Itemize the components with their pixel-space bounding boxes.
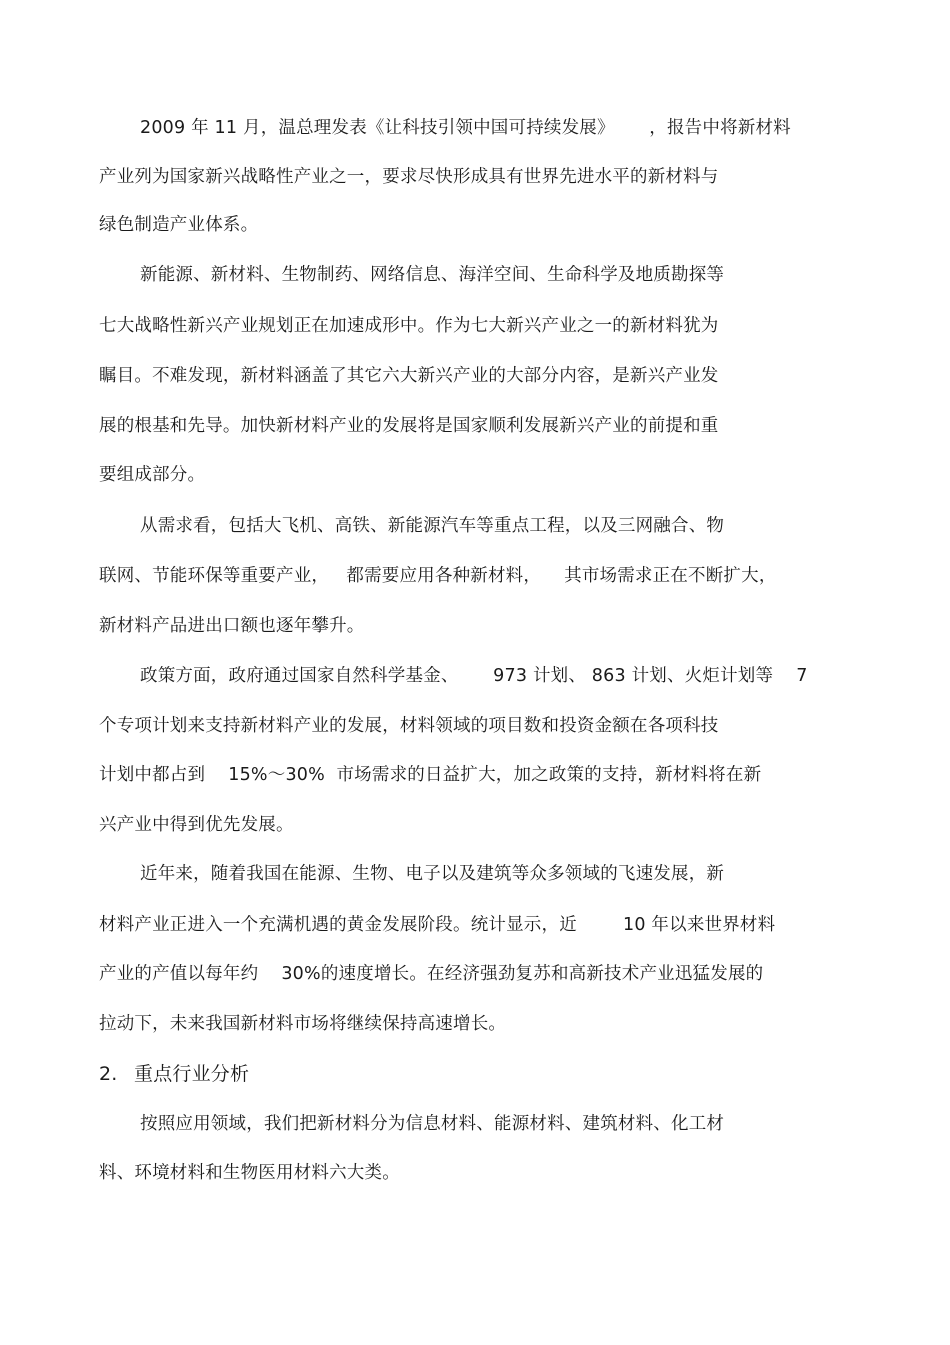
- paragraph-5-line-2: 材料产业正进入一个充满机遇的黄金发展阶段。统计显示，近 10 年以来世界材料: [99, 915, 776, 935]
- paragraph-5-line-3: 产业的产值以每年约 30%的速度增长。在经济强劲复苏和高新技术产业迅猛发展的: [99, 964, 764, 984]
- paragraph-4-line-1: 政策方面，政府通过国家自然科学基金、 973 计划、 863 计划、火炬计划等 7: [140, 666, 808, 686]
- paragraph-2-line-1: 新能源、新材料、生物制药、网络信息、海洋空间、生命科学及地质勘探等: [140, 265, 725, 285]
- paragraph-3-line-3: 新材料产品进出口额也逐年攀升。: [99, 616, 365, 636]
- paragraph-3-line-1: 从需求看，包括大飞机、高铁、新能源汽车等重点工程，以及三网融合、物: [140, 516, 725, 536]
- section-number: 2.: [99, 1063, 118, 1085]
- final-paragraph-line-2: 料、环境材料和生物医用材料六大类。: [99, 1163, 400, 1183]
- paragraph-2-line-2: 七大战略性新兴产业规划正在加速成形中。作为七大新兴产业之一的新材料犹为: [99, 316, 719, 336]
- paragraph-2-line-5: 要组成部分。: [99, 465, 206, 485]
- section-title: 重点行业分析: [134, 1063, 250, 1085]
- paragraph-1-line-1: 2009 年 11 月，温总理发表《让科技引领中国可持续发展》 ，报告中将新材料: [140, 118, 791, 138]
- paragraph-1-line-3: 绿色制造产业体系。: [99, 215, 259, 235]
- paragraph-4-line-3: 计划中都占到 15%～30% 市场需求的日益扩大，加之政策的支持，新材料将在新: [99, 765, 762, 785]
- paragraph-4-line-4: 兴产业中得到优先发展。: [99, 815, 294, 835]
- paragraph-5-line-4: 拉动下，未来我国新材料市场将继续保持高速增长。: [99, 1014, 507, 1034]
- paragraph-2-line-4: 展的根基和先导。加快新材料产业的发展将是国家顺利发展新兴产业的前提和重: [99, 416, 719, 436]
- paragraph-3-line-2: 联网、节能环保等重要产业， 都需要应用各种新材料， 其市场需求正在不断扩大，: [99, 566, 777, 586]
- paragraph-5-line-1: 近年来，随着我国在能源、生物、电子以及建筑等众多领域的飞速发展，新: [140, 864, 725, 884]
- paragraph-2-line-3: 瞩目。不难发现，新材料涵盖了其它六大新兴产业的大部分内容，是新兴产业发: [99, 366, 719, 386]
- paragraph-1-line-2: 产业列为国家新兴战略性产业之一，要求尽快形成具有世界先进水平的新材料与: [99, 167, 719, 187]
- paragraph-4-line-2: 个专项计划来支持新材料产业的发展，材料领域的项目数和投资金额在各项科技: [99, 716, 719, 736]
- final-paragraph-line-1: 按照应用领域，我们把新材料分为信息材料、能源材料、建筑材料、化工材: [140, 1114, 725, 1134]
